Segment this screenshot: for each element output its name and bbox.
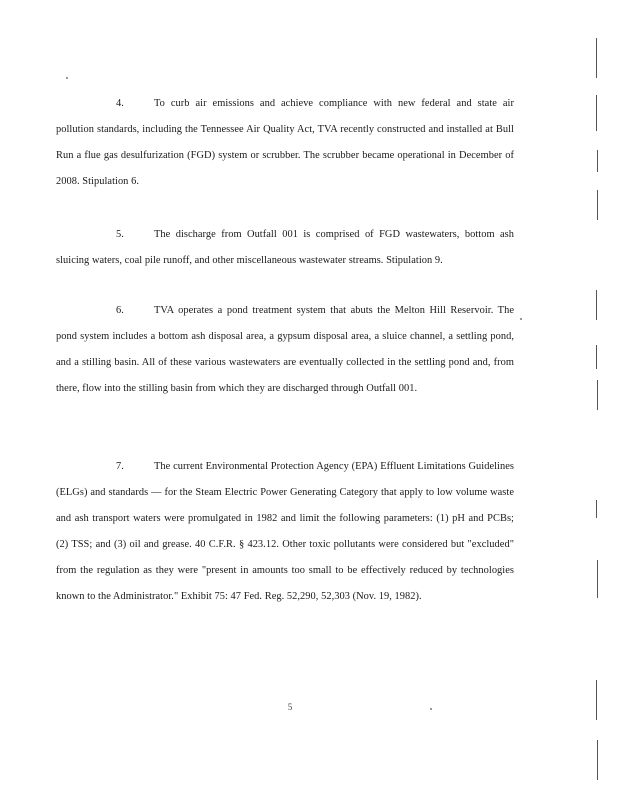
paragraph-number: 5. [116, 229, 124, 240]
paragraph-text: The current Environmental Protection Agency (EPA) Effluent Limitations Guidelines (ELGs) and standards — for the Steam Electric Power Generating Category that apply to low volume waste and ash transport waters were promulgated in 1982 and limit the following parameters: (1) pH and PCBs; (2) TSS; and (3) oil and grease. 40 C.F.R. § 423.12. Other toxic pollutants were considered but "excluded" from the regulation as they were "present in amounts too small to be effectively reduced by technologies known to the Administrator." Exhibit 75: 47 Fed. Reg. 52,290, 52,303 (Nov. 19, 1982). [56, 461, 514, 603]
paragraph-text: The discharge from Outfall 001 is comprised of FGD wastewaters, bottom ash sluicing waters, coal pile runoff, and other miscellaneous wastewater streams. Stipulation 9. [56, 229, 514, 267]
scan-artifact [596, 38, 597, 78]
scan-speck [66, 77, 68, 79]
paragraph-7 [56, 454, 514, 611]
scan-speck [430, 708, 432, 710]
scan-artifact [596, 290, 597, 320]
scan-artifact [597, 560, 598, 598]
paragraph-number: 4. [116, 98, 124, 109]
paragraph-6 [56, 298, 514, 402]
scan-artifact [597, 740, 598, 780]
scan-artifact [596, 345, 597, 369]
scan-artifact [596, 95, 597, 131]
paragraph-number: 6. [116, 305, 124, 316]
paragraph-5 [56, 222, 514, 274]
scan-artifact [596, 680, 597, 720]
paragraph-text: To curb air emissions and achieve compliance with new federal and state air pollution standards, including the Tennessee Air Quality Act, TVA recently constructed and installed at Bull Run a flue gas desulfurization (FGD) system or scrubber. The scrubber became operational in December of 2008. Stipulation 6. [56, 98, 514, 188]
paragraph-4 [56, 91, 514, 195]
scan-artifact [596, 500, 597, 518]
page-number: 5 [287, 702, 293, 712]
scan-artifact [597, 190, 598, 220]
scan-artifact [597, 380, 598, 410]
paragraph-text: TVA operates a pond treatment system that abuts the Melton Hill Reservoir. The pond system includes a bottom ash disposal area, a gypsum disposal area, a sluice channel, a settling pond, and a stilling basin. All of these various wastewaters are eventually collected in the settling pond and, from there, flow into the stilling basin from which they are discharged through Outfall 001. [56, 305, 514, 395]
paragraph-number: 7. [116, 461, 124, 472]
scan-artifact [597, 150, 598, 172]
scan-speck [520, 318, 522, 320]
